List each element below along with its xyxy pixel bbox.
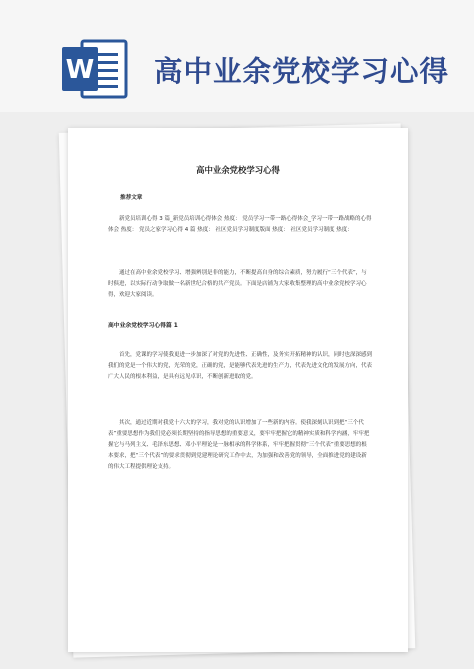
word-icon-letter: W — [65, 55, 95, 85]
intro-text: 通过在高中业余党校学习、增强辨别是非的能力，不断提高自身的综合素质，努力履行“三个代表”，与时俱进，以实际行动争取做一名新世纪合格的共产党员。下面是店铺为大家收集整理的高中业余党校学习心得，欢迎大家阅读。 — [108, 270, 367, 298]
part-1-paragraph-2-text: 其次，通过近期对我党十六大的学习，我对党的认识增加了一些新的内容。使我深刻认识到把“三个代表”重要思想作为我们党必须长期坚持的指导思想的重要意义，要牢牢把握它的精神实质和科学内涵，牢牢把握它与马列主义、毛泽东思想、邓小平理论是一脉相承的科学体系，牢牢把握贯彻“三个代表”重要思想的根本要求，把“三个代表”的要求贯彻到党建理论研究工作中去，为加强和改善党的领导，全面推进党的建设新的伟大工程提供理论支持。 — [108, 420, 370, 470]
word-doc-icon — [62, 38, 130, 100]
header-banner — [0, 0, 474, 112]
intro-paragraph — [108, 268, 372, 301]
recommended-label: 推荐文章 — [120, 195, 143, 201]
recommended-links-text: 新党员培训心得 3 篇_新党员培训心得体会 热度： 党员学习一带一路心得体会_学习一带一路战略的心得体会 热度： 党员之家学习心得 4 篇 热度： 社区党员学习制度版面 热度： 社区党员学习制度 热度： — [108, 216, 372, 233]
part-1-paragraph-2 — [108, 418, 372, 473]
page-title: 高中业余党校学习心得 — [154, 55, 450, 88]
document-page — [68, 128, 408, 652]
document-title: 高中业余党校学习心得 — [196, 165, 280, 175]
part-1-paragraph-1 — [108, 350, 372, 383]
part-1-paragraph-1-text: 首先，党课的学习使我更进一步加深了对党的先进性、正确性，及务实开拓精神的认识，同时也深深感到我们的党是一个伟大的党，光荣的党，正确的党，是能够代表先进的生产力，代表先进文化的发展方向，代表广大人民的根本利益，是具有远见卓识，不断创新进取的党。 — [108, 352, 373, 380]
part-1-title: 高中业余党校学习心得篇 1 — [108, 323, 178, 329]
recommended-links — [108, 214, 372, 236]
